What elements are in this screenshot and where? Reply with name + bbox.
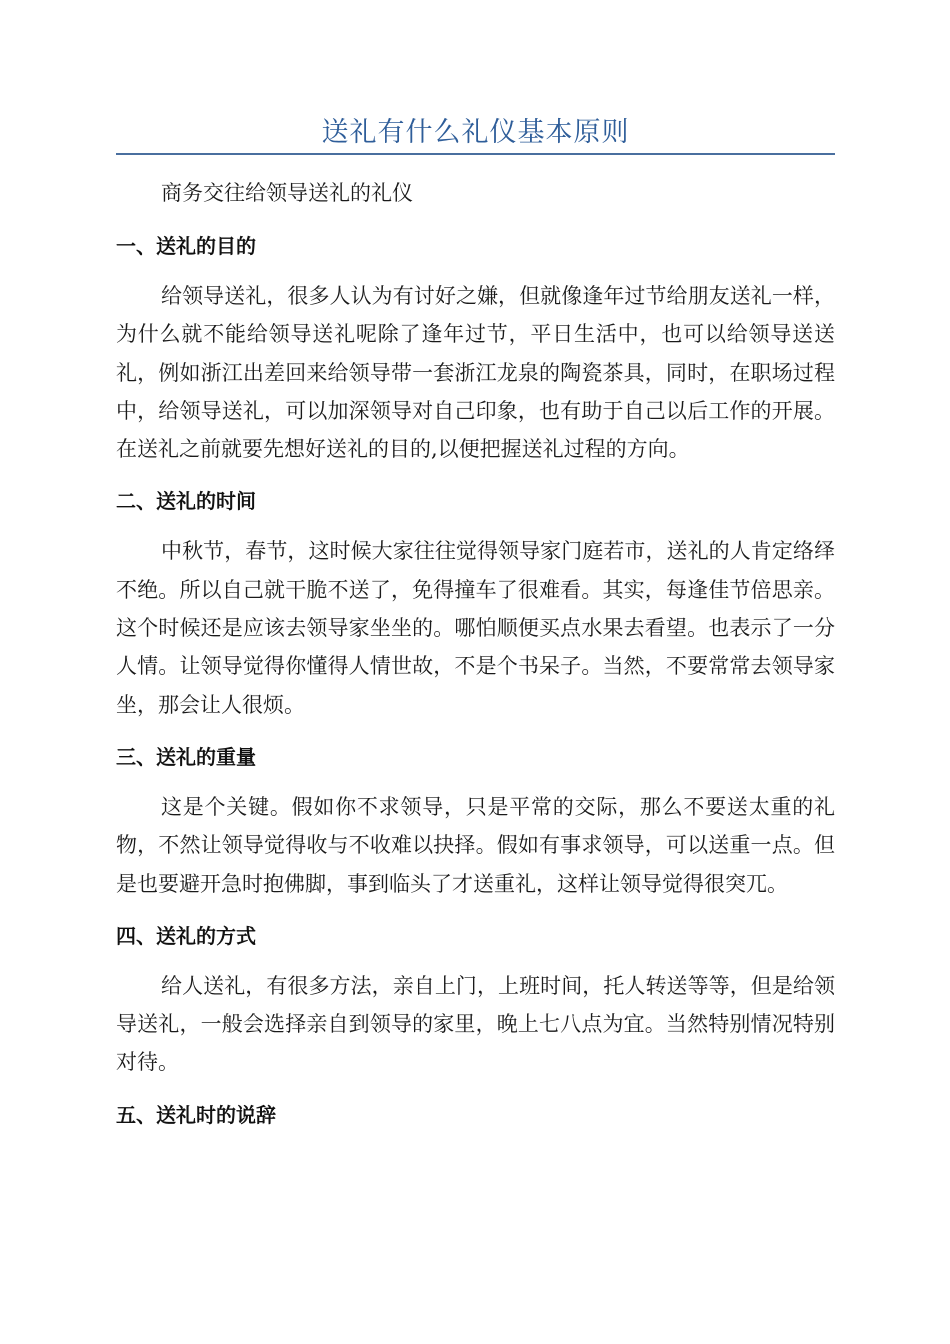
section-heading: 三、送礼的重量: [116, 744, 256, 769]
section-heading: 五、送礼时的说辞: [116, 1102, 276, 1127]
title-underline: [116, 153, 835, 155]
section-paragraph: 这是个关键。假如你不求领导，只是平常的交际，那么不要送太重的礼物，不然让领导觉得收与不收难以抉择。假如有事求领导，可以送重一点。但是也要避开急时抱佛脚，事到临头了才送重礼，这样让领导觉得很突兀。: [116, 794, 835, 896]
section-weight: [116, 738, 835, 903]
section-purpose: [116, 227, 835, 468]
section-paragraph: 中秋节，春节，这时候大家往往觉得领导家门庭若市，送礼的人肯定络绎不绝。所以自己就干脆不送了，免得撞车了很难看。其实，每逢佳节倍思亲。这个时候还是应该去领导家坐坐的。哪怕顺便买点水果去看望。也表示了一分人情。让领导觉得你懂得人情世故，不是个书呆子。当然，不要常常去领导家坐，那会让人很烦。: [116, 539, 835, 717]
document-title: 送礼有什么礼仪基本原则: [321, 117, 630, 148]
document-subtitle: 商务交往给领导送礼的礼仪: [161, 181, 413, 205]
section-heading: 四、送礼的方式: [116, 923, 256, 948]
section-method: [116, 917, 835, 1082]
section-heading: 二、送礼的时间: [116, 489, 256, 514]
document-body: [116, 173, 835, 1146]
section-wording: [116, 1096, 835, 1134]
section-paragraph: 给人送礼，有很多方法，亲自上门，上班时间，托人转送等等，但是给领导送礼，一般会选择亲自到领导的家里，晚上七八点为宜。当然特别情况特别对待。: [116, 973, 835, 1075]
section-paragraph: 给领导送礼，很多人认为有讨好之嫌，但就像逢年过节给朋友送礼一样，为什么就不能给领导送礼呢除了逢年过节，平日生活中，也可以给领导送送礼，例如浙江出差回来给领导带一套浙江龙泉的陶瓷茶具，同时，在职场过程中，给领导送礼，可以加深领导对自己印象，也有助于自己以后工作的开展。在送礼之前就要先想好送礼的目的,以便把握送礼过程的方向。: [116, 284, 835, 462]
section-timing: [116, 482, 835, 723]
section-heading: 一、送礼的目的: [116, 234, 256, 258]
